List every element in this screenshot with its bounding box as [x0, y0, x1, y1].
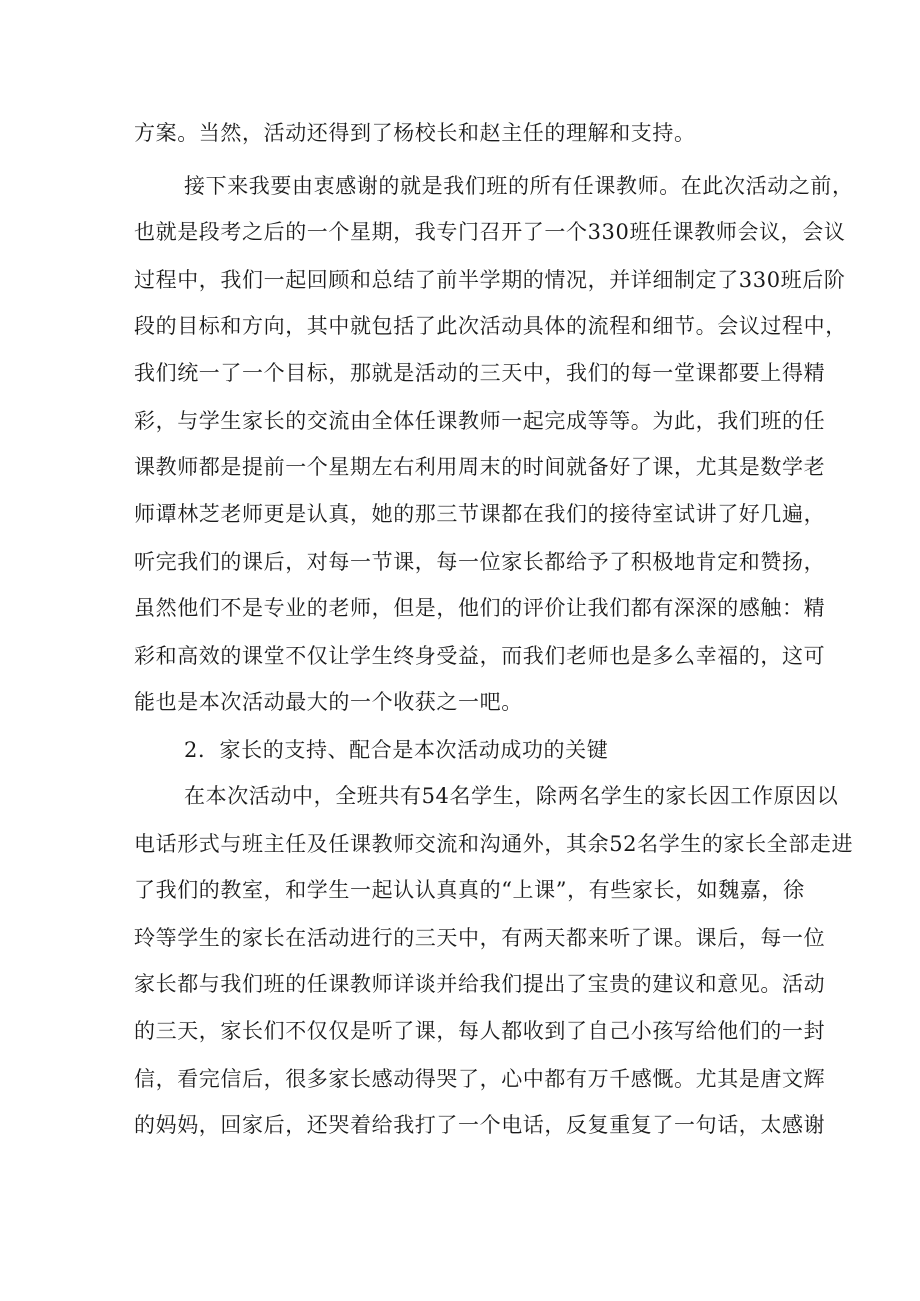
text-line: 的三天，家长们不仅仅是听了课，每人都收到了自己小孩写给他们的一封: [134, 1019, 826, 1043]
text-line: 段的目标和方向，其中就包括了此次活动具体的流程和细节。会议过程中，: [134, 314, 847, 338]
text-line: 彩，与学生家长的交流由全体任课教师一起完成等等。为此，我们班的任: [134, 409, 826, 433]
paragraph-start-line: 在本次活动中，全班共有54名学生，除两名学生的家长因工作原因以: [184, 784, 839, 808]
text-line: 家长都与我们班的任课教师详谈并给我们提出了宝贵的建议和意见。活动: [134, 972, 826, 996]
text-line: 师谭林芝老师更是认真，她的那三节课都在我们的接待室试讲了好几遍，: [134, 502, 826, 526]
text-line: 课教师都是提前一个星期左右利用周末的时间就备好了课，尤其是数学老: [134, 455, 826, 479]
section-heading: 2．家长的支持、配合是本次活动成功的关键: [184, 738, 609, 762]
text-line: 电话形式与班主任及任课教师交流和沟通外，其余52名学生的家长全部走进: [134, 832, 854, 856]
text-line: 能也是本次活动最大的一个收获之一吧。: [134, 690, 523, 714]
text-line: 了我们的教室，和学生一起认认真真的“上课”，有些家长，如魏嘉，徐: [134, 878, 805, 902]
text-line: 方案。当然，活动还得到了杨校长和赵主任的理解和支持。: [134, 121, 696, 145]
text-line: 过程中，我们一起回顾和总结了前半学期的情况，并详细制定了330班后阶: [134, 268, 846, 292]
text-line: 听完我们的课后，对每一节课，每一位家长都给予了积极地肯定和赞扬，: [134, 550, 826, 574]
text-line: 信，看完信后，很多家长感动得哭了，心中都有万千感慨。尤其是唐文辉: [134, 1067, 826, 1091]
text-line: 也就是段考之后的一个星期，我专门召开了一个330班任课教师会议，会议: [134, 220, 846, 244]
text-line: 玲等学生的家长在活动进行的三天中，有两天都来听了课。课后，每一位: [134, 926, 826, 950]
text-line: 我们统一了一个目标，那就是活动的三天中，我们的每一堂课都要上得精: [134, 361, 826, 385]
text-line: 虽然他们不是专业的老师，但是，他们的评价让我们都有深深的感触：精: [134, 596, 826, 620]
text-line: 彩和高效的课堂不仅让学生终身受益，而我们老师也是多么幸福的，这可: [134, 644, 826, 668]
text-line: 的妈妈，回家后，还哭着给我打了一个电话，反复重复了一句话，太感谢: [134, 1113, 826, 1137]
paragraph-start-line: 接下来我要由衷感谢的就是我们班的所有任课教师。在此次活动之前，: [184, 174, 854, 198]
